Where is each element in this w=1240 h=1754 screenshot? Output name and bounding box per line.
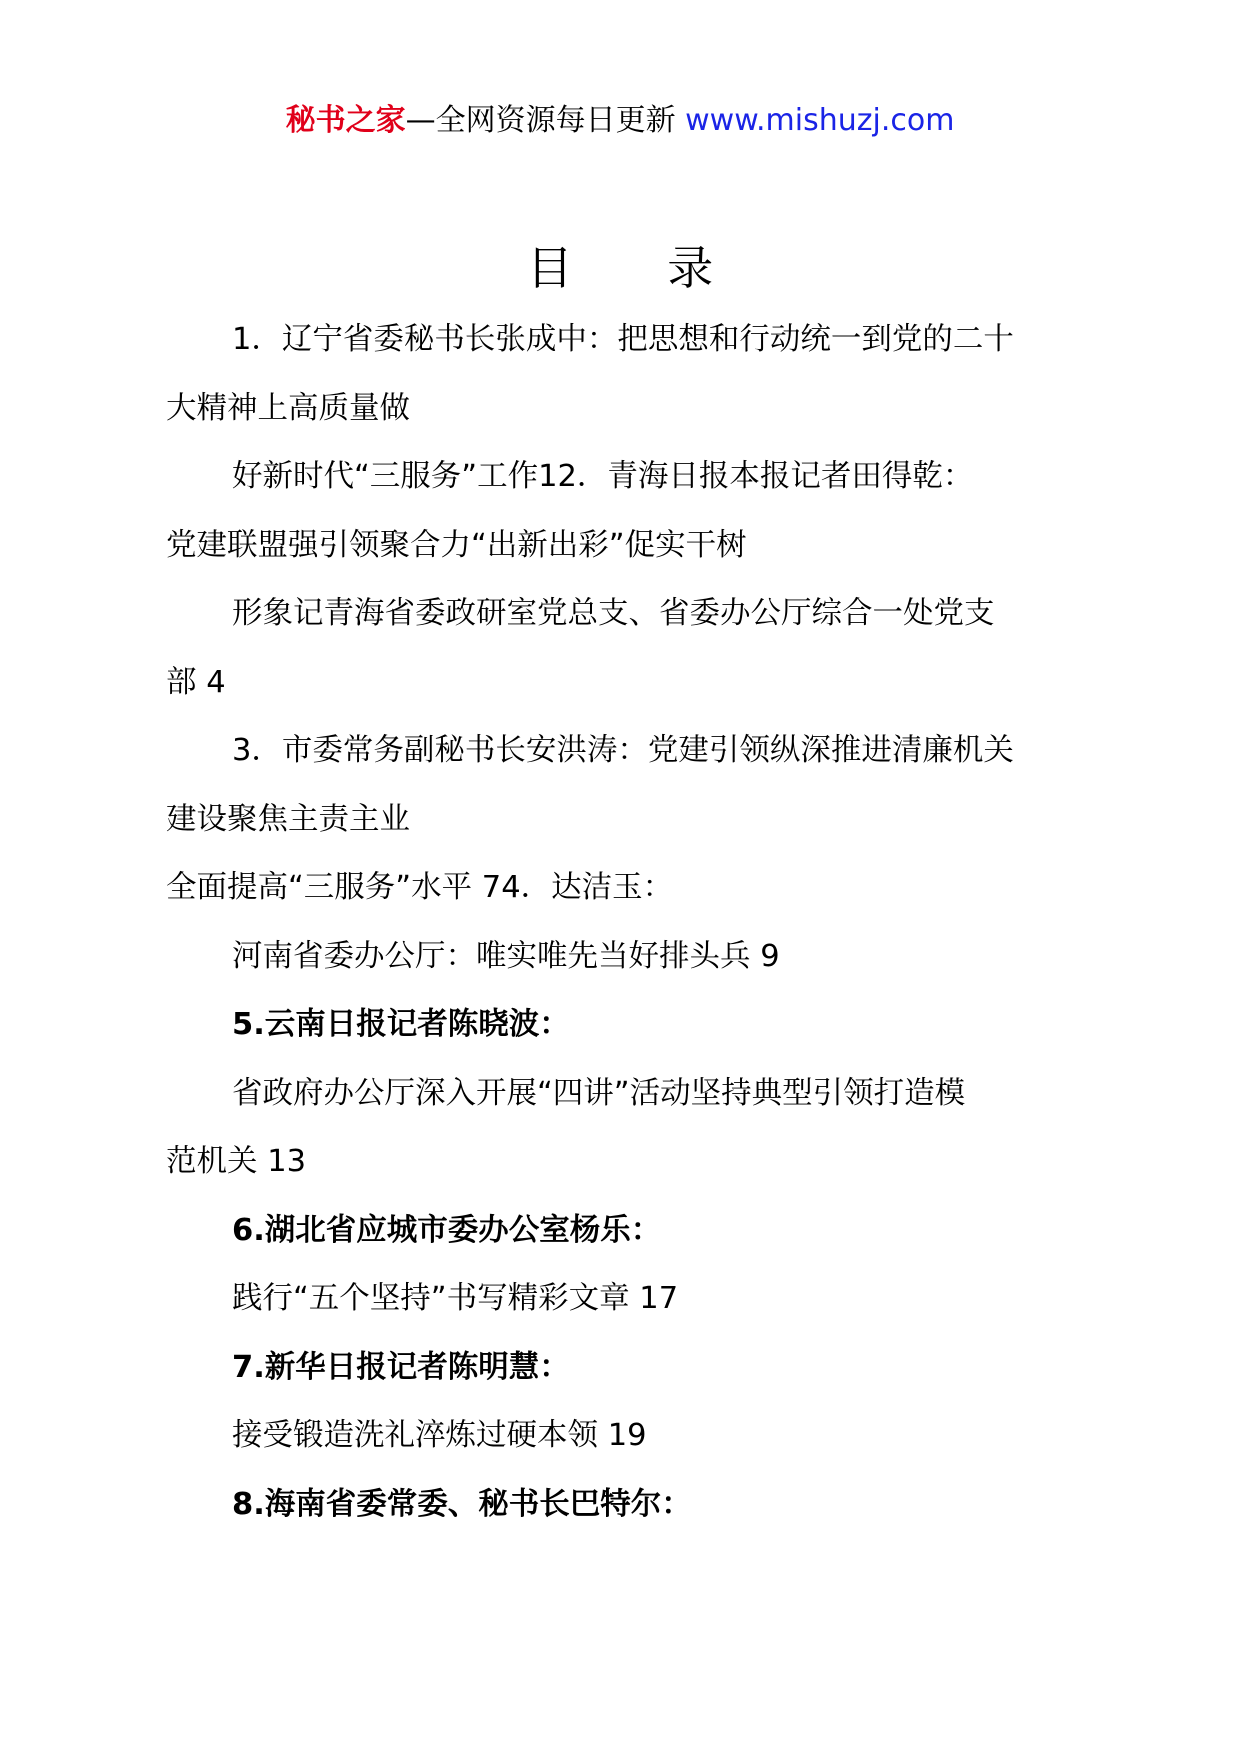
toc-line-3: 好新时代“三服务”工作12．青海日报本报记者田得乾： <box>232 459 974 494</box>
toc-line-2: 大精神上高质量做 <box>166 390 410 426</box>
toc-line-7: 3．市委常务副秘书长安洪涛：党建引领纵深推进清廉机关 <box>232 733 1014 768</box>
toc-body <box>166 306 1096 1539</box>
toc-line-10: 河南省委办公厅：唯实唯先当好排头兵 9 <box>232 938 780 974</box>
toc-line-1: 1．辽宁省委秘书长张成中：把思想和行动统一到党的二十 <box>232 322 1014 357</box>
toc-line-15: 践行“五个坚持”书写精彩文章 17 <box>232 1281 679 1316</box>
header-slogan: —全网资源每日更新 <box>405 103 686 138</box>
toc-heading-7: 7.新华日报记者陈明慧： <box>232 1349 570 1385</box>
toc-line-5: 形象记青海省委政研室党总支、省委办公厅综合一处党支 <box>232 596 995 631</box>
toc-line-4: 党建联盟强引领聚合力“出新出彩”促实干树 <box>166 527 747 563</box>
toc-heading-6: 6.湖北省应城市委办公室杨乐： <box>232 1212 662 1248</box>
toc-line-17: 接受锻造洗礼淬炼过硬本领 19 <box>232 1418 647 1453</box>
toc-line-13: 范机关 13 <box>166 1144 307 1179</box>
toc-line-12: 省政府办公厅深入开展“四讲”活动坚持典型引领打造模 <box>232 1075 966 1111</box>
toc-heading-8: 8.海南省委常委、秘书长巴特尔： <box>232 1486 692 1522</box>
toc-line-6: 部 4 <box>166 664 226 700</box>
site-header <box>0 98 1240 144</box>
toc-line-9: 全面提高“三服务”水平 74．达洁玉： <box>166 870 674 905</box>
brand-name: 秘书之家 <box>285 103 406 138</box>
page-title: 目 录 <box>526 241 754 295</box>
site-url-link[interactable]: www.mishuzj.com <box>685 103 955 138</box>
toc-line-8: 建设聚焦主责主业 <box>166 801 410 837</box>
toc-heading-5: 5.云南日报记者陈晓波： <box>232 1007 570 1042</box>
